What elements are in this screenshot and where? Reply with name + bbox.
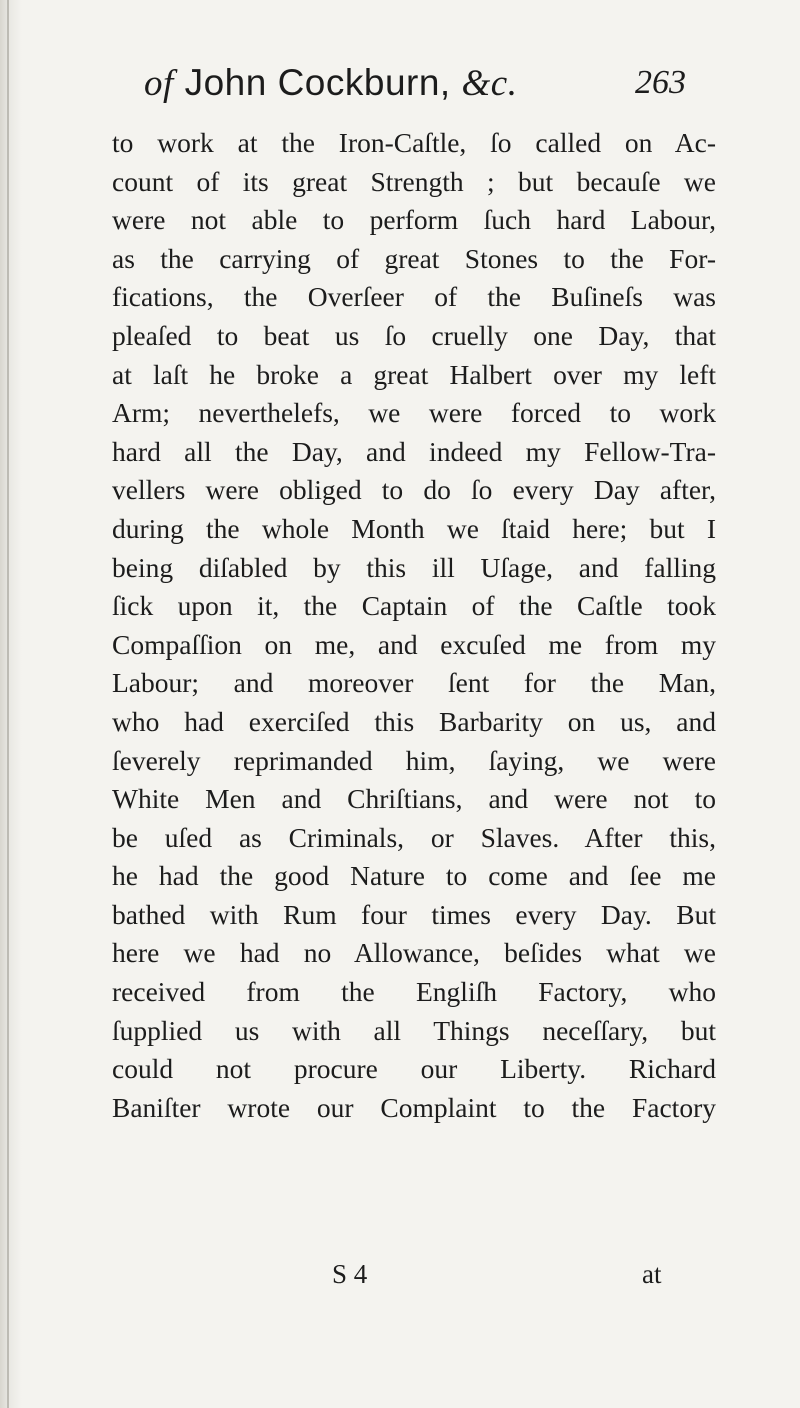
text-line: at laſt he broke a great Halbert over my left <box>112 358 716 390</box>
text-line: be uſed as Criminals, or Slaves. After this, <box>112 821 716 853</box>
running-head-name: John Cockburn, <box>184 62 451 103</box>
book-page <box>96 62 716 1362</box>
text-line: pleaſed to beat us ſo cruelly one Day, that <box>112 319 716 351</box>
text-line: ſick upon it, the Captain of the Caſtle took <box>112 590 716 622</box>
running-head <box>96 62 716 118</box>
running-head-prefix: of <box>144 63 174 104</box>
running-head-title <box>144 62 517 105</box>
text-line: count of its great Strength ; but becauſe we <box>112 165 716 197</box>
page-number: 263 <box>635 64 686 101</box>
text-line: hard all the Day, and indeed my Fellow-Tra- <box>112 435 716 467</box>
text-line: bathed with Rum four times every Day. But <box>112 898 716 930</box>
text-line: to work at the Iron-Caſtle, ſo called on Ac- <box>112 127 716 158</box>
text-line: as the carrying of great Stones to the For- <box>112 242 716 274</box>
signature-mark: S 4 <box>332 1259 368 1289</box>
catchline <box>332 1259 732 1299</box>
text-line: Arm; neverthelefs, we were forced to work <box>112 397 716 429</box>
body-text <box>112 124 716 1127</box>
page-gutter <box>0 0 22 1408</box>
text-line: Baniſter wrote our Complaint to the Factory <box>112 1091 716 1123</box>
text-line: fications, the Overſeer of the Buſineſs was <box>112 281 716 313</box>
text-line: Labour; and moreover ſent for the Man, <box>112 667 716 699</box>
catchword: at <box>642 1259 662 1289</box>
text-line: being diſabled by this ill Uſage, and falling <box>112 551 716 583</box>
running-head-suffix: &c. <box>461 63 518 104</box>
text-line: White Men and Chriſtians, and were not to <box>112 783 716 815</box>
text-line: vellers were obliged to do ſo every Day after, <box>112 474 716 506</box>
text-line: during the whole Month we ſtaid here; but I <box>112 512 716 544</box>
text-line: were not able to perform ſuch hard Labour, <box>112 204 716 236</box>
text-line: ſeverely reprimanded him, ſaying, we were <box>112 744 716 776</box>
text-line: received from the Engliſh Factory, who <box>112 976 716 1008</box>
text-line: who had exerciſed this Barbarity on us, and <box>112 705 716 737</box>
binding-line <box>7 0 9 1408</box>
text-line: Compaſſion on me, and excuſed me from my <box>112 628 716 660</box>
text-line: could not procure our Liberty. Richard <box>112 1053 716 1085</box>
text-line: he had the good Nature to come and ſee me <box>112 860 716 892</box>
text-line: ſupplied us with all Things neceſſary, but <box>112 1014 716 1046</box>
text-line: here we had no Allowance, beſides what we <box>112 937 716 969</box>
